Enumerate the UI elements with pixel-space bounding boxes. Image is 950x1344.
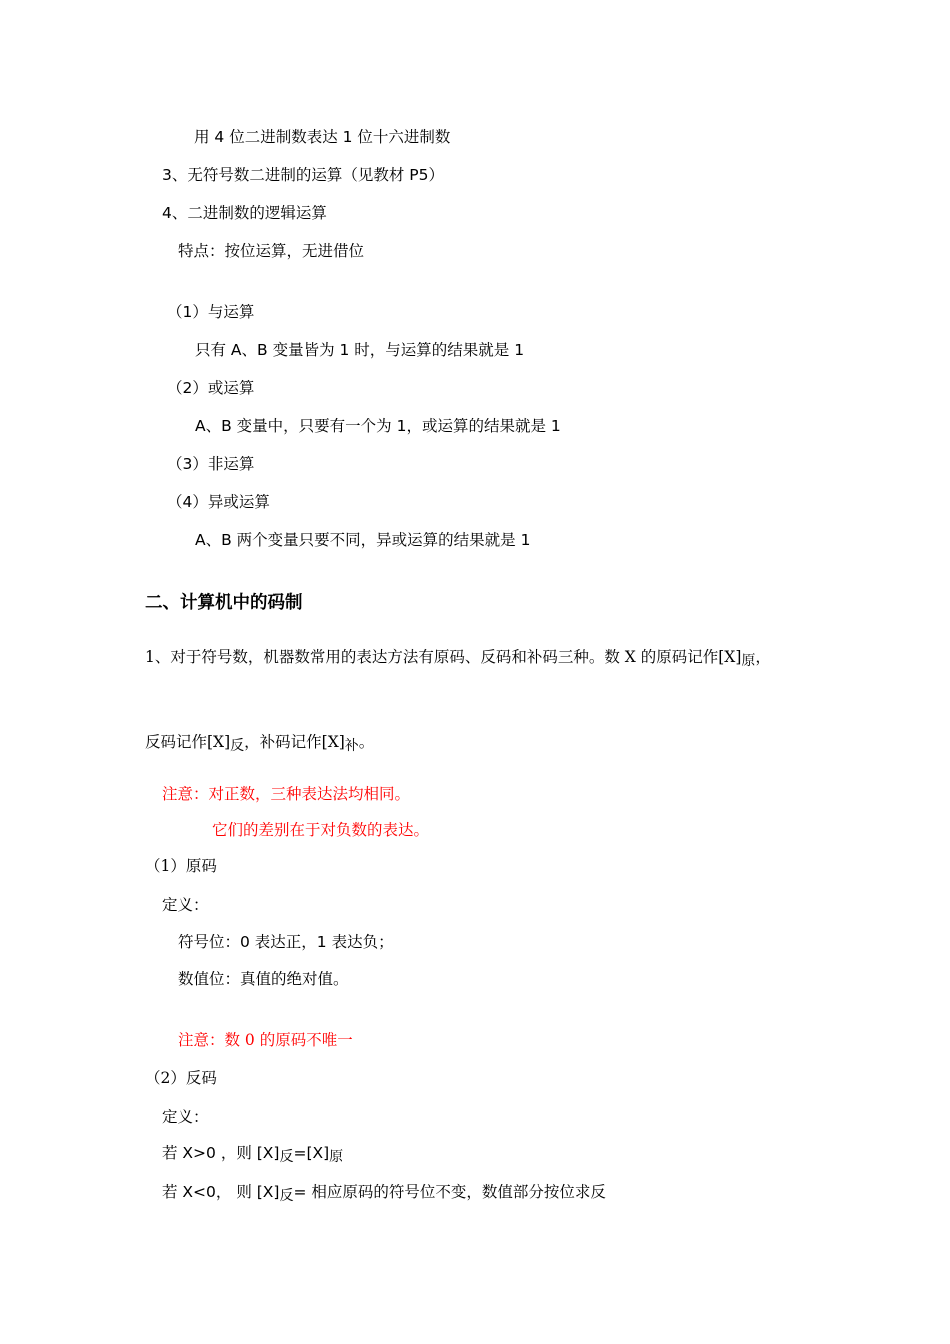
paragraph-text: 反码记作[X]: [145, 733, 231, 751]
subheading: （4）异或运算: [167, 493, 270, 511]
paragraph: [145, 647, 771, 668]
subheading: （2）或运算: [167, 379, 255, 397]
subheading: （3）非运算: [167, 455, 255, 473]
text-line: 只有 A、B 变量皆为 1 时，与运算的结果就是 1: [195, 341, 525, 359]
text-line: 特点：按位运算，无进借位: [178, 242, 365, 260]
subheading: （2）反码: [145, 1069, 217, 1087]
text-line: A、B 变量中，只要有一个为 1，或运算的结果就是 1: [195, 417, 561, 435]
section-heading: 二、计算机中的码制: [145, 593, 303, 613]
formula-text: 若 X<0， 则 [X]: [162, 1183, 280, 1201]
subscript: 反: [279, 1149, 294, 1165]
text-line: 定义：: [162, 896, 209, 914]
subscript: 补: [344, 738, 359, 754]
paragraph-text: ，补码记作[X]: [244, 733, 345, 751]
subheading: （1）原码: [145, 857, 217, 875]
subscript: 反: [230, 738, 245, 754]
punctuation: 。: [358, 733, 375, 751]
formula-line: [162, 1143, 343, 1164]
formula-text: = 相应原码的符号位不变，数值部分按位求反: [293, 1183, 606, 1201]
subheading: （1）与运算: [167, 303, 255, 321]
subscript: 反: [279, 1188, 294, 1204]
note-line: 注意：数 0 的原码不唯一: [178, 1031, 353, 1049]
text-line: 用 4 位二进制数表达 1 位十六进制数: [194, 128, 451, 146]
paragraph-text: 1、对于符号数，机器数常用的表达方法有原码、反码和补码三种。数 X 的原码记作[X]: [145, 648, 742, 666]
subscript: 原: [329, 1149, 344, 1165]
text-line: 符号位：0 表达正，1 表达负；: [178, 933, 394, 951]
note-line: 它们的差别在于对负数的表达。: [212, 821, 430, 839]
formula-text: 若 X>0 ，则 [X]: [162, 1144, 280, 1162]
punctuation: ，: [755, 648, 771, 666]
text-line: 定义：: [162, 1108, 209, 1126]
note-line: 注意：对正数，三种表达法均相同。: [162, 785, 411, 803]
text-line: 数值位：真值的绝对值。: [178, 970, 349, 988]
text-line: 4、二进制数的逻辑运算: [162, 204, 327, 222]
text-line: 3、无符号数二进制的运算（见教材 P5）: [162, 166, 444, 184]
text-line: A、B 两个变量只要不同，异或运算的结果就是 1: [195, 531, 531, 549]
paragraph: [145, 732, 374, 753]
formula-text: =[X]: [293, 1144, 330, 1162]
formula-line: [162, 1182, 606, 1203]
subscript: 原: [741, 653, 756, 669]
